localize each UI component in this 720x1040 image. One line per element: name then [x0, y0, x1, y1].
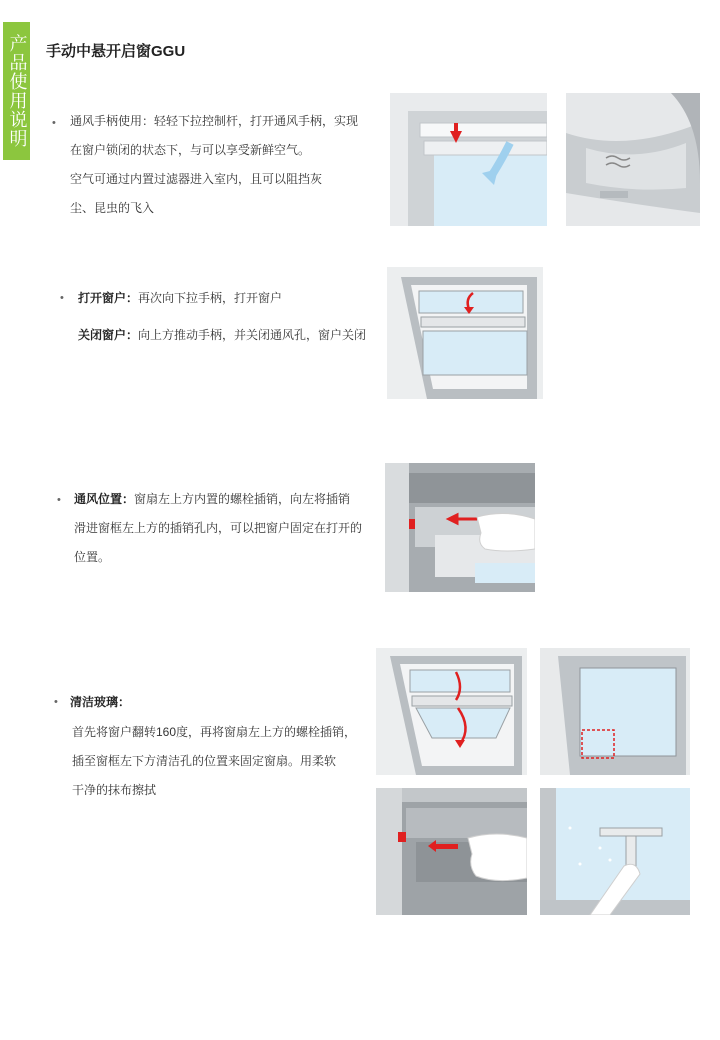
- bullet: •: [54, 696, 58, 708]
- open-window-label: 打开窗户：: [78, 291, 139, 305]
- flip-window-photo: [376, 648, 527, 775]
- ventilation-handle-photo: [390, 93, 547, 226]
- bullet: •: [52, 117, 56, 129]
- text-line: [78, 283, 388, 313]
- bolt-insert-photo: [376, 788, 527, 915]
- text-line: 首先将窗户翻转160度，再将窗扇左上方的螺栓插销，: [72, 725, 357, 739]
- text-line: 滑进窗框左上方的插销孔内，可以把窗户固定在打开的: [74, 521, 363, 535]
- cleaning-label: 清洁玻璃：: [70, 695, 131, 709]
- page-title: 手动中悬开启窗GGU: [46, 43, 186, 60]
- section-cleaning-text: [72, 718, 372, 805]
- section-vent-position-text: [74, 485, 384, 572]
- text-line: 插至窗框左下方清洁孔的位置来固定窗扇。用柔软: [72, 754, 337, 768]
- text-line: 干净的抹布擦拭: [72, 783, 157, 797]
- vent-position-photo: [385, 463, 535, 592]
- cleaning-hole-photo: [540, 648, 690, 775]
- text-line: [74, 485, 384, 514]
- text-line: 通风手柄使用：轻轻下拉控制杆，打开通风手柄，实现: [70, 114, 359, 128]
- text-line: [78, 320, 388, 350]
- text-line: 在窗户锁闭的状态下，与可以享受新鲜空气。: [70, 143, 311, 157]
- vent-position-label: 通风位置：: [74, 492, 135, 506]
- close-window-text: 向上方推动手柄，并关闭通风孔，窗户关闭: [138, 328, 367, 342]
- open-window-photo: [387, 267, 543, 399]
- section-open-close-text: [78, 283, 388, 350]
- handle-closeup-photo: [566, 93, 700, 226]
- text-line: 空气可通过内置过滤器进入室内，且可以阻挡灰: [70, 172, 323, 186]
- cleaning-label-line: [70, 688, 130, 717]
- wiping-glass-photo: [540, 788, 690, 915]
- text-line: 位置。: [74, 550, 111, 564]
- sidebar-tab: 产品使用说明: [3, 22, 30, 160]
- section-ventilation-text: [70, 107, 380, 223]
- text-span: 窗扇左上方内置的螺栓插销，向左将插销: [134, 492, 351, 506]
- bullet: •: [57, 494, 61, 506]
- open-window-text: 再次向下拉手柄，打开窗户: [138, 291, 283, 305]
- bullet: •: [60, 292, 64, 304]
- close-window-label: 关闭窗户：: [78, 328, 139, 342]
- text-line: 尘、昆虫的飞入: [70, 201, 155, 215]
